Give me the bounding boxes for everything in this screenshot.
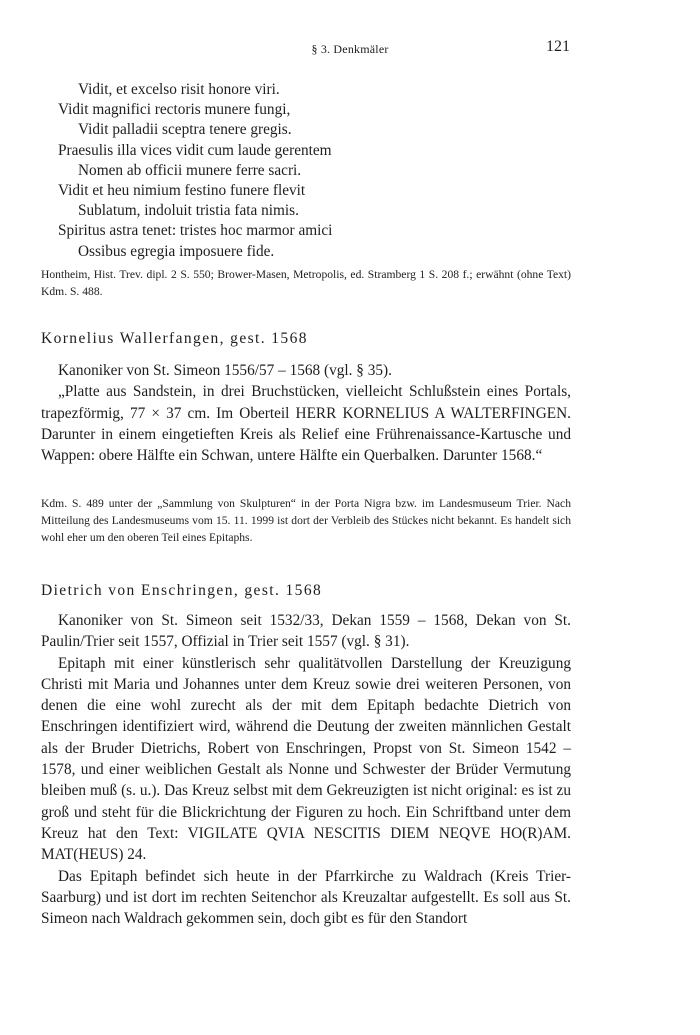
entry-paragraph: Das Epitaph befindet sich heute in der Pfarrkirche zu Waldrach (Kreis Trier-Saarburg) und ist dort im rechten Seitenchor als Kreuzaltar aufgestellt. Es soll aus St. Simeon nach Waldrach gekommen sein, doch gibt es für den Standort — [41, 867, 571, 928]
latin-poem — [41, 80, 571, 262]
entry-paragraph: „Platte aus Sandstein, in drei Bruchstücken, vielleicht Schlußstein eines Portals, trapezförmig, 77 × 37 cm. Im Oberteil HERR KORNELIUS A WALTERFINGEN. Darunter in einem eingetieften Kreis als Relief eine Frührenaissance-Kartusche und Wappen: obere Hälfte ein Schwan, untere Hälfte ein Querbalken. Darunter 1568.“ — [41, 383, 571, 465]
entry-paragraph: Kanoniker von St. Simeon seit 1532/33, Dekan 1559 – 1568, Dekan von St. Paulin/Trier seit 1557, Offizial in Trier seit 1557 (vgl. § 31). — [41, 612, 571, 651]
poem-line: Vidit et heu nimium festino funere flevit — [58, 182, 306, 200]
poem-line: Sublatum, indoluit tristia fata nimis. — [78, 202, 299, 220]
entry-body-enschringen — [41, 610, 571, 929]
poem-line: Spiritus astra tenet: tristes hoc marmor amici — [58, 222, 333, 240]
poem-line: Vidit, et excelso risit honore viri. — [78, 81, 280, 98]
poem-line: Nomen ab officii munere ferre sacri. — [78, 161, 302, 179]
poem-source-note: Hontheim, Hist. Trev. dipl. 2 S. 550; Brower-Masen, Metropolis, ed. Stramberg 1 S. 208 f.; erwähnt (ohne Text) Kdm. S. 488. — [41, 268, 571, 298]
entry-paragraph: Epitaph mit einer künstlerisch sehr qualitätvollen Darstellung der Kreuzigung Christi mit Maria und Johannes unter dem Kreuz sowie drei weiteren Personen, von denen die eine wohl zurecht als der mit dem Epitaph bedachte Dietrich von Enschringen identifiziert wird, während die Deutung der zweiten männlichen Gestalt als der Bruder Dietrichs, Robert von Enschringen, Propst von St. Simeon 1542 – 1578, und einer weiblichen Gestalt als Nonne und Schwester der Brüder Vermutung bleiben muß (s. u.). Das Kreuz selbst mit dem Gekreuzigten ist nicht original: es ist zu groß und steht für die Blickrichtung der Figuren zu hoch. Ein Schriftband unter dem Kreuz hat den Text: VIGILATE QVIA NESCITIS DIEM NEQVE HO(R)AM. MAT(HEUS) 24. — [41, 654, 571, 864]
poem-line: Vidit magnifici rectoris munere fungi, — [58, 101, 291, 119]
page-number: 121 — [546, 38, 570, 55]
entry-body-wallerfangen — [41, 360, 571, 466]
entry-heading-enschringen: Dietrich von Enschringen, gest. 1568 — [41, 582, 323, 599]
poem-line: Ossibus egregia imposuere fide. — [78, 242, 275, 260]
entry-paragraph: Kanoniker von St. Simeon 1556/57 – 1568 (vgl. § 35). — [58, 362, 392, 379]
poem-line: Vidit palladii sceptra tenere gregis. — [78, 121, 292, 139]
poem-line: Praesulis illa vices vidit cum laude gerentem — [58, 141, 332, 159]
entry-heading-wallerfangen: Kornelius Wallerfangen, gest. 1568 — [41, 330, 308, 347]
entry-note-wallerfangen: Kdm. S. 489 unter der „Sammlung von Skulpturen“ in der Porta Nigra bzw. im Landesmuseum Trier. Nach Mitteilung des Landesmuseums vom 15. 11. 1999 ist dort der Verbleib des Stückes nicht bekannt. Es handelt sich wohl eher um den oberen Teil eines Epitaphs. — [41, 497, 571, 544]
running-head: § 3. Denkmäler — [311, 42, 389, 56]
